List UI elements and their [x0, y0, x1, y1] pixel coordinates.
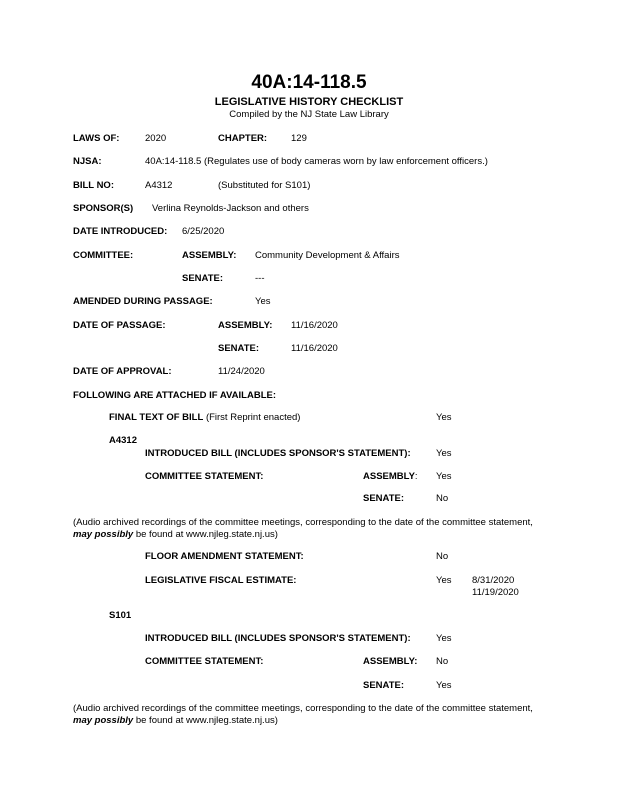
audio-note-2-emphasis: may possibly: [73, 715, 134, 726]
a4312-senate-value: No: [436, 493, 449, 504]
final-text-value: Yes: [436, 412, 452, 423]
committee-senate-value: ---: [255, 273, 265, 284]
s101-committee-label: COMMITTEE STATEMENT:: [145, 656, 264, 667]
a4312-assembly-row: ASSEMBLY:: [363, 471, 418, 482]
document-subtitle: LEGISLATIVE HISTORY CHECKLIST: [214, 96, 404, 108]
a4312-introduced-value: Yes: [436, 448, 452, 459]
bill-no-note: (Substituted for S101): [218, 180, 311, 191]
a4312-floor-label: FLOOR AMENDMENT STATEMENT:: [145, 551, 304, 562]
njsa-value: 40A:14-118.5 (Regulates use of body cameras worn by law enforcement officers.): [145, 156, 488, 167]
njsa-label: NJSA:: [73, 156, 102, 167]
chapter-value: 129: [291, 133, 307, 144]
amended-value: Yes: [255, 296, 271, 307]
committee-label: COMMITTEE:: [73, 250, 134, 261]
a4312-floor-value: No: [436, 551, 449, 562]
audio-note: [73, 517, 543, 541]
final-text-row: [109, 412, 300, 424]
s101-label: S101: [109, 610, 132, 621]
document-title: 40A:14-118.5: [251, 72, 367, 93]
passage-assembly-label: ASSEMBLY:: [218, 320, 273, 331]
a4312-fiscal-date-2: 11/19/2020: [472, 587, 519, 598]
audio-note-text-2: be found at www.njleg.state.nj.us): [135, 529, 278, 540]
s101-senate-value: Yes: [436, 680, 452, 691]
bill-no-value: A4312: [145, 180, 173, 191]
amended-label: AMENDED DURING PASSAGE:: [73, 296, 213, 307]
approval-value: 11/24/2020: [218, 366, 265, 377]
s101-assembly-value: No: [436, 656, 449, 667]
s101-assembly-label: ASSEMBLY:: [363, 656, 418, 667]
laws-of-label: LAWS OF:: [73, 133, 120, 144]
laws-of-value: 2020: [145, 133, 167, 144]
date-introduced-label: DATE INTRODUCED:: [73, 226, 168, 237]
a4312-senate-label: SENATE:: [363, 493, 404, 504]
approval-label: DATE OF APPROVAL:: [73, 366, 172, 377]
passage-assembly-value: 11/16/2020: [291, 320, 338, 331]
a4312-label: A4312: [109, 435, 137, 446]
s101-introduced-value: Yes: [436, 633, 452, 644]
bill-no-label: BILL NO:: [73, 180, 114, 191]
committee-assembly-label: ASSEMBLY:: [182, 250, 237, 261]
a4312-fiscal-date-1: 8/31/2020: [472, 575, 515, 586]
audio-note-2-text-2: be found at www.njleg.state.nj.us): [135, 715, 278, 726]
final-text-note: (First Reprint enacted): [205, 412, 301, 423]
attached-heading: FOLLOWING ARE ATTACHED IF AVAILABLE:: [73, 390, 276, 401]
compiled-by: Compiled by the NJ State Law Library: [229, 109, 389, 120]
a4312-assembly-value: Yes: [436, 471, 452, 482]
a4312-fiscal-label: LEGISLATIVE FISCAL ESTIMATE:: [145, 575, 297, 586]
committee-assembly-value: Community Development & Affairs: [255, 250, 400, 261]
a4312-assembly-label: ASSEMBLY: [363, 471, 415, 482]
sponsors-value: Verlina Reynolds-Jackson and others: [152, 203, 309, 214]
chapter-label: CHAPTER:: [218, 133, 268, 144]
final-text-label: FINAL TEXT OF BILL: [109, 412, 204, 423]
audio-note-2-text: (Audio archived recordings of the committee meetings, corresponding to the date of the committee statement,: [73, 703, 533, 714]
passage-label: DATE OF PASSAGE:: [73, 320, 166, 331]
a4312-committee-label: COMMITTEE STATEMENT:: [145, 471, 264, 482]
audio-note-2: [73, 703, 543, 727]
committee-senate-label: SENATE:: [182, 273, 223, 284]
a4312-introduced-label: INTRODUCED BILL (INCLUDES SPONSOR'S STATEMENT):: [145, 448, 411, 459]
s101-introduced-label: INTRODUCED BILL (INCLUDES SPONSOR'S STATEMENT):: [145, 633, 411, 644]
passage-senate-value: 11/16/2020: [291, 343, 338, 354]
a4312-fiscal-value: Yes: [436, 575, 452, 586]
audio-note-emphasis: may possibly: [73, 529, 134, 540]
date-introduced-value: 6/25/2020: [182, 226, 225, 237]
s101-senate-label: SENATE:: [363, 680, 404, 691]
audio-note-text: (Audio archived recordings of the committee meetings, corresponding to the date of the committee statement,: [73, 517, 533, 528]
passage-senate-label: SENATE:: [218, 343, 259, 354]
sponsors-label: SPONSOR(S): [73, 203, 134, 214]
